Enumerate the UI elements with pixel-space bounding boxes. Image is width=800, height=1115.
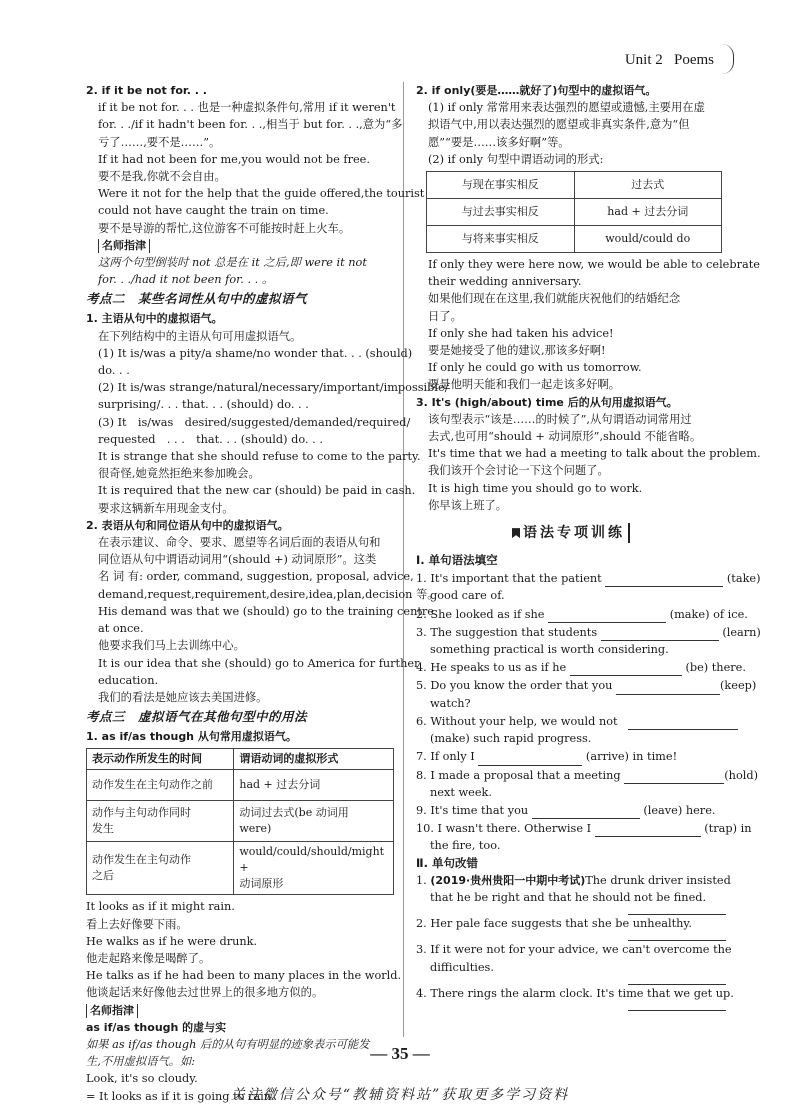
part1-title: Ⅰ. 单句语法填空 (416, 553, 498, 568)
question-1: 1. It's important that the patient (take) (416, 569, 726, 587)
text-line: 要是她接受了他的建议,那该多好啊! (428, 344, 606, 358)
tip-label: 名师指津 (98, 239, 150, 253)
error-question-4: 4. There rings the alarm clock. It's time that we get up. (416, 986, 734, 1000)
text-line: 该句型表示“该是……的时候了”,从句谓语动词常用过 (428, 412, 692, 426)
text-line: 很奇怪,她竟然拒绝来参加晚会。 (98, 467, 260, 481)
table-row (87, 801, 394, 842)
text-line: 看上去好像要下雨。 (86, 917, 188, 931)
text-line: Look, it's so cloudy. (86, 1072, 198, 1086)
header-title: Poems (673, 52, 714, 68)
question-10: 10. I wasn't there. Otherwise I (trap) in (416, 819, 726, 837)
text-line: It is strange that she should refuse to come to the party. (98, 450, 421, 464)
question-2: 2. She looked as if she (make) of ice. (416, 605, 726, 623)
text-line: Were it not for the help that the guide offered,the tourist (98, 187, 425, 201)
text-line: 同位语从句中谓语动词用“(should +) 动词原形”。这类 (98, 553, 377, 567)
answer-blank[interactable] (570, 658, 682, 676)
table-row (87, 749, 394, 770)
k3-1-title: 1. as if/as though 从句常用虚拟语气。 (86, 730, 297, 744)
tip-label: 名师指津 (86, 1004, 138, 1018)
text-line: 要不是我,你就不会自由。 (98, 170, 226, 184)
s2-title: 2. if it be not for. . . (86, 84, 207, 97)
text-line: 要不是导游的帮忙,这位游客不可能按时赶上火车。 (98, 221, 351, 235)
fill-in-questions (416, 569, 761, 854)
text-line: 愿”“要是……该多好啊”等。 (428, 135, 570, 149)
text-line: If only they were here now, we would be able to celebrate (428, 258, 760, 272)
table-header-cell: 表示动作所发生的时间 (87, 749, 234, 770)
text-line: It is required that the new car (should) be paid in cash. (98, 484, 416, 498)
answer-blank[interactable] (616, 676, 720, 694)
table-cell: 与将来事实相反 (427, 226, 575, 253)
text-line: at once. (98, 622, 144, 636)
text-line: do. . . (98, 364, 130, 378)
k2-title: 考点二 某些名词性从句中的虚拟语气 (86, 291, 308, 307)
table-cell: 动作发生在主句动作之前 (87, 770, 234, 801)
r2-title: 2. if only(要是……就好了)句型中的虚拟语气。 (416, 84, 657, 97)
text-line: 我们的看法是她应该去美国进修。 (98, 690, 268, 704)
title-bar-decoration (628, 523, 630, 543)
error-question-3: 3. If it were not for your advice, we can't overcome the (416, 943, 732, 957)
text-line: the fire, too. (430, 839, 501, 853)
table-header-cell: 谓语动词的虚拟形式 (234, 749, 394, 770)
answer-blank[interactable] (478, 747, 582, 765)
table-cell: would/could do (574, 226, 722, 253)
text-line: 要是他明天能和我们一起走该多好啊。 (428, 378, 621, 392)
text-line: good care of. (430, 589, 505, 603)
text-line: If only she had taken his advice! (428, 326, 614, 340)
header-bracket-decoration (721, 44, 734, 74)
text-line: that he be right and that he should not be fined. (430, 890, 707, 904)
text-line: If only he could go with us tomorrow. (428, 361, 642, 375)
text-line: 如果 as if/as though 后的从句有明显的迹象表示可能发 (86, 1037, 370, 1051)
answer-line[interactable] (628, 1006, 726, 1011)
if-only-tense-table (426, 171, 722, 253)
table-cell: 动词过去式(be 动词用 were) (234, 801, 394, 842)
text-line: If it had not been for me,you would not be free. (98, 152, 370, 166)
right-column (416, 82, 761, 1011)
error-question-1: 1. (2019·贵州贵阳一中期中考试)The drunk driver insisted (416, 873, 731, 887)
text-line: could not have caught the train on time. (98, 204, 329, 218)
text-line: 去式,也可用“should + 动词原形”,should 不能省略。 (428, 430, 702, 444)
text-line: He talks as if he had been to many places in the world. (86, 969, 402, 983)
k2-2-title: 2. 表语从句和同位语从句中的虚拟语气。 (86, 518, 289, 532)
question-4: 4. He speaks to us as if he (be) there. (416, 658, 726, 676)
text-line: 你早该上班了。 (428, 498, 508, 512)
answer-blank[interactable] (628, 712, 738, 730)
answer-blank[interactable] (605, 569, 723, 587)
table-cell: would/could/should/might + 动词原形 (234, 842, 394, 895)
text-line: 如果他们现在在这里,我们就能庆祝他们的结婚纪念 (428, 292, 681, 306)
text-line: if it be not for. . . 也是一种虚拟条件句,常用 if it weren't (98, 101, 396, 115)
text-line: 日了。 (428, 309, 462, 323)
text-line: It looks as if it might rain. (86, 900, 235, 914)
text-line: 他走起路来像是喝醉了。 (86, 951, 211, 965)
question-3: 3. The suggestion that students (learn) (416, 623, 726, 641)
table-cell: 动作发生在主句动作 之后 (87, 842, 234, 895)
flag-icon (512, 528, 520, 538)
text-line: their wedding anniversary. (428, 275, 582, 289)
table-cell: had + 过去分词 (234, 770, 394, 801)
question-5: 5. Do you know the order that you (keep) (416, 676, 726, 694)
text-line: 生,不用虚拟语气。如: (86, 1055, 196, 1069)
table-cell: 动作与主句动作同时 发生 (87, 801, 234, 842)
text-line: It's time that we had a meeting to talk about the problem. (428, 447, 761, 461)
practice-title: 语法专项训练 (416, 520, 726, 546)
answer-blank[interactable] (595, 819, 701, 837)
text-line: It is high time you should go to work. (428, 481, 643, 495)
error-correction-questions (416, 872, 734, 1011)
header-unit: Unit 2 (624, 52, 663, 68)
text-line: something practical is worth considering. (430, 643, 669, 657)
table-cell: had + 过去分词 (574, 199, 722, 226)
table-cell: 与过去事实相反 (427, 199, 575, 226)
answer-blank[interactable] (548, 605, 666, 623)
question-8: 8. I made a proposal that a meeting (hold) (416, 766, 726, 784)
error-question-2: 2. Her pale face suggests that she be unhealthy. (416, 917, 692, 931)
text-line: His demand was that we (should) go to the training centre (98, 604, 434, 618)
answer-blank[interactable] (532, 801, 640, 819)
text-line: 他谈起话来好像他去过世界上的很多地方似的。 (86, 986, 324, 1000)
text-line: for. . ./had it not been for. . . 。 (98, 273, 274, 287)
text-line: difficulties. (430, 960, 494, 974)
k2-1-title: 1. 主语从句中的虚拟语气。 (86, 312, 223, 326)
text-line: 在表示建议、命令、要求、愿望等名词后面的表语从句和 (98, 536, 381, 550)
text-line: 我们该开个会讨论一下这个问题了。 (428, 464, 609, 478)
text-line: 这两个句型倒装时 not 总是在 it 之后,即 were it not (98, 256, 367, 270)
table-row (427, 199, 722, 226)
question-6: 6. Without your help, we would not (416, 712, 726, 730)
table-cell: 与现在事实相反 (427, 172, 575, 199)
text-line: 他要求我们马上去训练中心。 (98, 639, 245, 653)
text-line: 名 词 有: order, command, suggestion, proposal, advice, (98, 570, 414, 584)
tip2-title: as if/as though 的虚与实 (86, 1020, 227, 1034)
table-cell: 过去式 (574, 172, 722, 199)
r3-title: 3. It's (high/about) time 后的从句用虚拟语气。 (416, 395, 678, 409)
part2-title: Ⅱ. 单句改错 (416, 855, 478, 870)
text-line: (3) It is/was desired/suggested/demanded/required/ (98, 415, 411, 429)
text-line: next week. (430, 785, 492, 799)
text-line: requested . . . that. . . (should) do. . . (98, 432, 323, 446)
text-line: 拟语气中,用以表达强烈的愿望或非真实条件,意为“但 (428, 118, 690, 132)
answer-blank[interactable] (601, 623, 719, 641)
answer-blank[interactable] (624, 766, 724, 784)
page-number: — 35 — (370, 1044, 430, 1063)
text-line: 亏了……,要不是……”。 (98, 135, 221, 149)
text-line: for. . ./if it hadn't been for. . .,相当于 but for. . .,意为“多 (98, 118, 403, 132)
table-row (87, 770, 394, 801)
k3-title: 考点三 虚拟语气在其他句型中的用法 (86, 709, 308, 725)
table-row (427, 226, 722, 253)
text-line: = It looks as if it is going to rain. (86, 1089, 275, 1103)
text-line: education. (98, 673, 159, 687)
text-line: 要求这辆新车用现金支付。 (98, 501, 234, 515)
table-row (427, 172, 722, 199)
text-line: 在下列结构中的主语从句可用虚拟语气。 (98, 329, 302, 343)
table-row (87, 842, 394, 895)
as-if-tense-table (86, 748, 394, 895)
text-line: (make) such rapid progress. (430, 732, 592, 746)
text-line: It is our idea that she (should) go to America for further (98, 656, 420, 670)
question-9: 9. It's time that you (leave) here. (416, 801, 726, 819)
footer-note: 关注微信公众号“教辅资料站”获取更多学习资料 (230, 1087, 570, 1103)
text-line: watch? (430, 696, 471, 710)
question-7: 7. If only I (arrive) in time! (416, 747, 726, 765)
text-line: (1) It is/was a pity/a shame/no wonder that. . . (should) (98, 346, 413, 360)
text-line: (2) It is/was strange/natural/necessary/important/impossible/ (98, 381, 449, 395)
text-line: (2) if only 句型中谓语动词的形式: (428, 152, 604, 166)
column-divider (403, 82, 404, 1037)
text-line: surprising/. . . that. . . (should) do. . . (98, 398, 309, 412)
text-line: (1) if only 常常用来表达强烈的愿望或遗憾,主要用在虚 (428, 101, 705, 115)
text-line: He walks as if he were drunk. (86, 934, 258, 948)
text-line: demand,request,requirement,desire,idea,plan,decision 等。 (98, 587, 439, 601)
